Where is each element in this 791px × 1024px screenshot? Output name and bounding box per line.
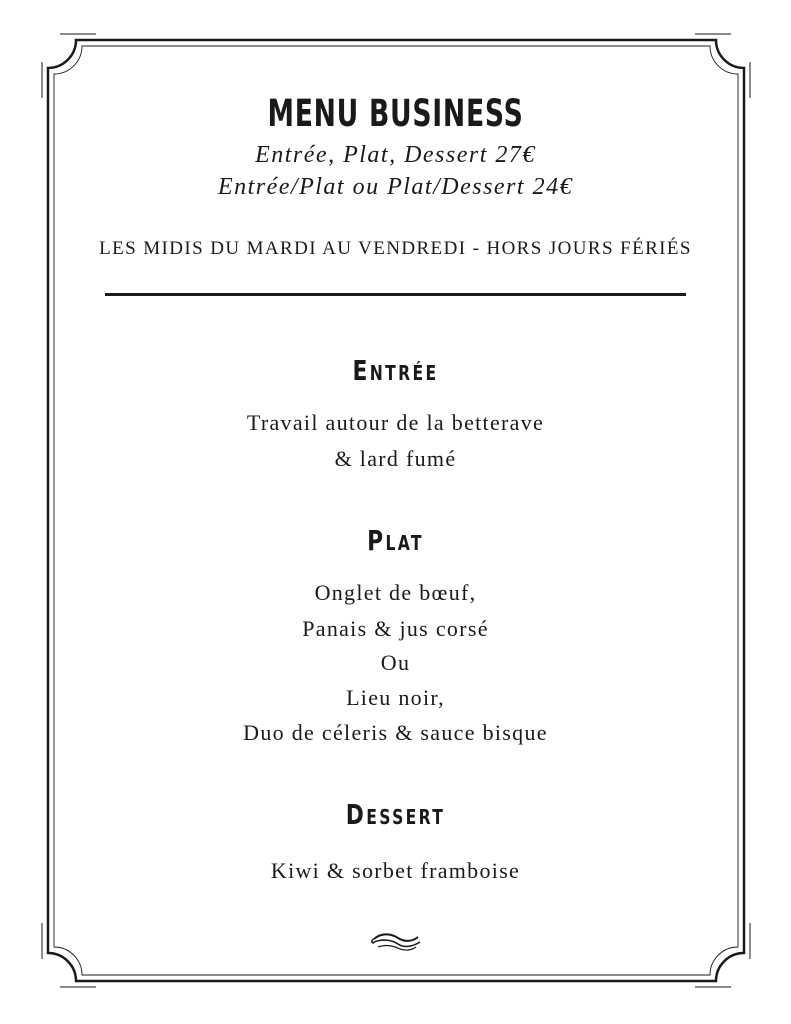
price-full-menu: Entrée, Plat, Dessert 27€ <box>255 142 536 168</box>
section-title-entree: Entrée <box>352 354 439 387</box>
plat-line-4: Lieu noir, <box>346 685 445 710</box>
divider-line <box>105 293 686 296</box>
price-two-courses: Entrée/Plat ou Plat/Dessert 24€ <box>217 174 574 200</box>
menu-title: MENU BUSINESS <box>267 92 524 135</box>
plat-line-2: Panais & jus corsé <box>302 616 489 641</box>
section-title-plat: Plat <box>367 524 424 557</box>
plat-line-5: Duo de céleris & sauce bisque <box>243 720 548 745</box>
plat-line-3: Ou <box>380 650 411 675</box>
entree-line-1: Travail autour de la betterave <box>246 410 545 435</box>
availability-note: LES MIDIS DU MARDI AU VENDREDI - HORS JOURS FÉRIÉS <box>99 238 692 259</box>
section-title-dessert: Dessert <box>345 798 446 831</box>
entree-line-2: & lard fumé <box>334 446 457 471</box>
flourish-ornament-icon <box>368 930 424 952</box>
plat-line-1: Onglet de bœuf, <box>314 580 477 605</box>
dessert-line-1: Kiwi & sorbet framboise <box>270 858 521 883</box>
